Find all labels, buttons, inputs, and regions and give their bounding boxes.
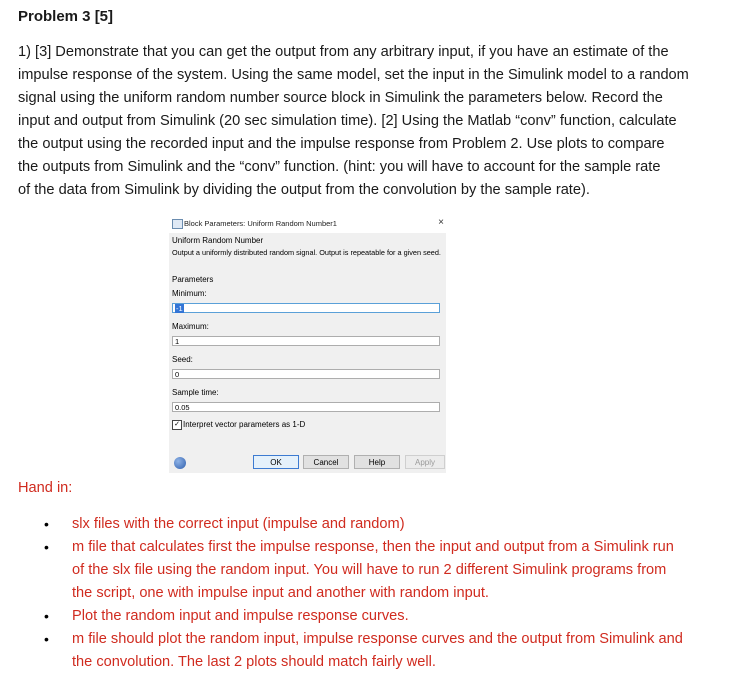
parameters-heading: Parameters xyxy=(172,275,214,284)
list-item-line: of the slx file using the random input. You will have to run 2 different Simulink programs from xyxy=(72,562,667,578)
interpret-vector-label: Interpret vector parameters as 1-D xyxy=(183,420,306,429)
paragraph-line: 1) [3] Demonstrate that you can get the output from any arbitrary input, if you have an estimate of the xyxy=(18,44,669,60)
paragraph-line: input and output from Simulink (20 sec simulation time). [2] Using the Matlab “conv” function, calculate xyxy=(18,113,677,129)
sample-time-label: Sample time: xyxy=(172,388,219,397)
sample-time-input[interactable]: 0.05 xyxy=(172,402,440,412)
problem-paragraph xyxy=(18,41,736,202)
apply-button[interactable]: Apply xyxy=(405,455,445,469)
cancel-button[interactable]: Cancel xyxy=(303,455,349,469)
list-item xyxy=(44,536,744,605)
block-icon xyxy=(172,219,183,229)
paragraph-line: the outputs from Simulink and the “conv” function. (hint: you will have to account for the sample rate xyxy=(18,159,661,175)
interpret-vector-checkbox[interactable]: ✓ xyxy=(172,420,182,430)
list-item-line: the script, one with impulse input and another with random input. xyxy=(72,585,489,601)
list-item-line: m file should plot the random input, impulse response curves and the output from Simulink and xyxy=(72,631,683,647)
list-item-line: slx files with the correct input (impulse and random) xyxy=(72,516,405,532)
hand-in-label: Hand in: xyxy=(18,480,73,496)
help-button[interactable]: Help xyxy=(354,455,400,469)
close-icon[interactable]: × xyxy=(438,217,444,228)
paragraph-line: signal using the uniform random number source block in Simulink the parameters below. Record the xyxy=(18,90,663,106)
bullet-icon: • xyxy=(44,539,49,555)
hand-in-list xyxy=(44,513,744,674)
block-parameters-dialog xyxy=(169,215,446,473)
list-item xyxy=(44,628,744,674)
bullet-icon: • xyxy=(44,516,49,532)
paragraph-line: the output using the recorded input and the impulse response from Problem 2. Use plots to compare xyxy=(18,136,665,152)
dialog-titlebar[interactable] xyxy=(169,215,446,233)
list-item-line: the convolution. The last 2 plots should match fairly well. xyxy=(72,654,436,670)
seed-input[interactable]: 0 xyxy=(172,369,440,379)
block-description: Output a uniformly distributed random signal. Output is repeatable for a given seed. xyxy=(172,248,441,257)
dialog-title: Block Parameters: Uniform Random Number1 xyxy=(184,219,337,228)
problem-title: Problem 3 [5] xyxy=(18,8,114,25)
bullet-icon: • xyxy=(44,608,49,624)
paragraph-line: impulse response of the system. Using the same model, set the input in the Simulink model to a random xyxy=(18,67,689,83)
list-item xyxy=(44,605,744,628)
paragraph-line: of the data from Simulink by dividing the output from the convolution by the sample rate). xyxy=(18,182,590,198)
ok-button[interactable]: OK xyxy=(253,455,299,469)
maximum-label: Maximum: xyxy=(172,322,209,331)
list-item-line: Plot the random input and impulse response curves. xyxy=(72,608,409,624)
list-item xyxy=(44,513,744,536)
help-icon[interactable] xyxy=(174,457,186,469)
maximum-input[interactable]: 1 xyxy=(172,336,440,346)
minimum-input[interactable] xyxy=(172,303,440,313)
minimum-value: -1 xyxy=(176,304,183,313)
minimum-label: Minimum: xyxy=(172,289,207,298)
list-item-line: m file that calculates first the impulse response, then the input and output from a Simulink run xyxy=(72,539,674,555)
block-name: Uniform Random Number xyxy=(172,236,264,245)
seed-label: Seed: xyxy=(172,355,193,364)
bullet-icon: • xyxy=(44,631,49,647)
